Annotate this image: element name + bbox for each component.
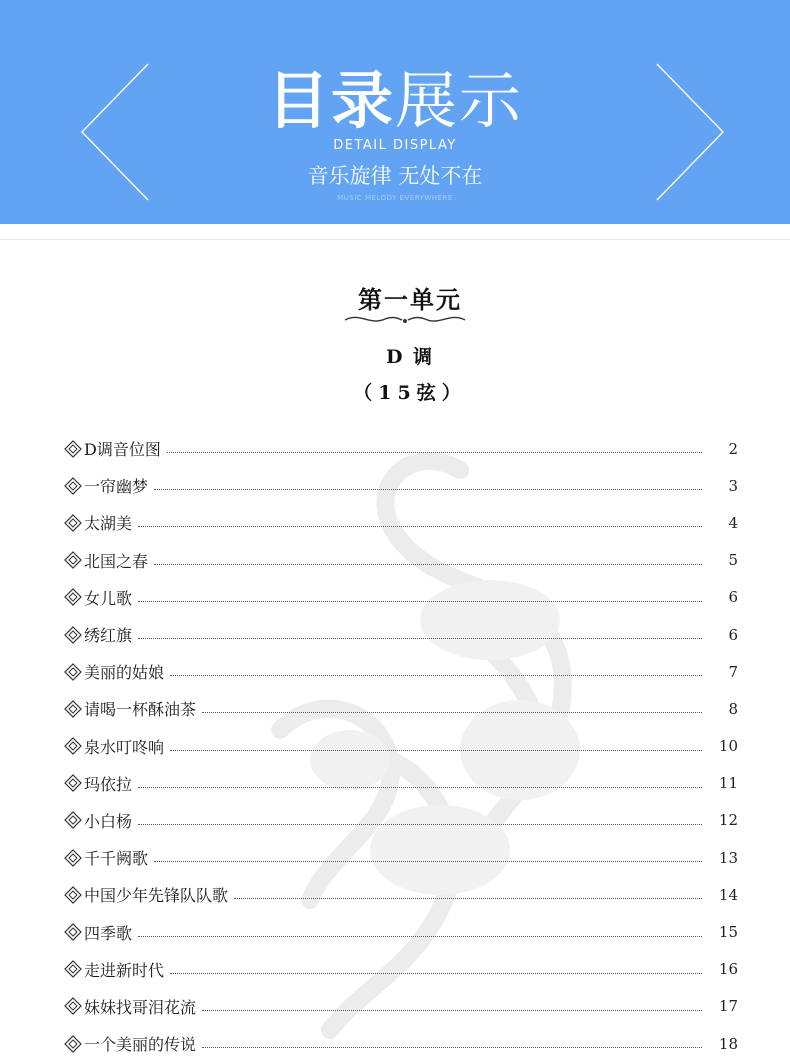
- leader-dots: [170, 973, 702, 974]
- header-banner: [0, 0, 790, 224]
- diamond-bullet-icon: [62, 476, 84, 496]
- toc-page-number: 6: [728, 625, 738, 644]
- diamond-bullet-icon: [62, 773, 84, 793]
- toc-title: 太湖美: [84, 514, 133, 534]
- toc-entry[interactable]: [62, 802, 738, 839]
- toc-title: 四季歌: [84, 923, 133, 943]
- unit-title: 第一单元: [358, 285, 462, 314]
- toc-title: 北国之春: [84, 551, 149, 571]
- toc-page-number: 15: [718, 923, 738, 942]
- toc-page-number: 3: [728, 476, 738, 495]
- toc-title: 请喝一杯酥油茶: [84, 700, 197, 720]
- toc-title: D调音位图: [84, 440, 161, 460]
- toc-title: 小白杨: [84, 811, 133, 831]
- diamond-bullet-icon: [62, 1034, 84, 1054]
- toc-entry[interactable]: [62, 542, 738, 579]
- toc-page-number: 2: [728, 439, 738, 458]
- toc-entry[interactable]: [62, 951, 738, 988]
- toc-page-number: 11: [718, 774, 738, 793]
- diamond-bullet-icon: [62, 922, 84, 942]
- leader-dots: [234, 898, 702, 899]
- leader-dots: [138, 824, 702, 825]
- diamond-bullet-icon: [62, 810, 84, 830]
- key-title: D 调: [385, 346, 435, 368]
- leader-dots: [170, 675, 702, 676]
- toc-title: 玛依拉: [84, 774, 133, 794]
- diamond-bullet-icon: [62, 699, 84, 719]
- leader-dots: [138, 601, 702, 602]
- toc-page-number: 12: [718, 811, 738, 830]
- banner-slogan-en: MUSIC MELODY EVERYWHERE: [337, 194, 453, 202]
- toc-title: 绣红旗: [84, 626, 133, 646]
- diamond-bullet-icon: [62, 736, 84, 756]
- toc-title: 走进新时代: [84, 960, 165, 980]
- toc-entry[interactable]: [62, 728, 738, 765]
- toc-page-number: 17: [718, 997, 738, 1016]
- toc-page-number: 18: [718, 1034, 738, 1053]
- table-of-contents: [62, 430, 738, 1062]
- leader-dots: [154, 564, 702, 565]
- leader-dots: [202, 1010, 702, 1011]
- toc-page-number: 13: [718, 848, 738, 867]
- leader-dots: [202, 712, 702, 713]
- diamond-bullet-icon: [62, 848, 84, 868]
- leader-dots: [154, 861, 702, 862]
- strings-title: （15弦）: [353, 382, 467, 404]
- toc-entry[interactable]: [62, 913, 738, 950]
- banner-title-bold: 目录: [266, 64, 395, 137]
- diamond-bullet-icon: [62, 550, 84, 570]
- diamond-bullet-icon: [62, 996, 84, 1016]
- toc-title: 妹妹找哥泪花流: [84, 997, 197, 1017]
- diamond-bullet-icon: [62, 885, 84, 905]
- leader-dots: [138, 936, 702, 937]
- toc-entry[interactable]: [62, 765, 738, 802]
- toc-title: 一帘幽梦: [84, 477, 149, 497]
- leader-dots: [138, 787, 702, 788]
- diamond-bullet-icon: [62, 959, 84, 979]
- toc-entry[interactable]: [62, 1025, 738, 1062]
- toc-page-number: 6: [728, 588, 738, 607]
- toc-entry[interactable]: [62, 839, 738, 876]
- toc-entry[interactable]: [62, 467, 738, 504]
- banner-slogan: 音乐旋律 无处不在: [307, 164, 483, 188]
- toc-title: 一个美丽的传说: [84, 1035, 197, 1055]
- banner-title: [0, 64, 790, 137]
- diamond-bullet-icon: [62, 513, 84, 533]
- toc-title: 泉水叮咚响: [84, 737, 165, 757]
- leader-dots: [138, 638, 702, 639]
- toc-entry[interactable]: [62, 653, 738, 690]
- leader-dots: [138, 526, 702, 527]
- toc-entry[interactable]: [62, 504, 738, 541]
- toc-entry[interactable]: [62, 579, 738, 616]
- leader-dots: [170, 750, 702, 751]
- toc-page-number: 16: [718, 960, 738, 979]
- header-divider: [0, 239, 790, 240]
- diamond-bullet-icon: [62, 587, 84, 607]
- toc-page-number: 4: [728, 513, 738, 532]
- toc-entry[interactable]: [62, 876, 738, 913]
- ornament-divider-icon: [340, 310, 470, 328]
- banner-subtitle-en: DETAIL DISPLAY: [333, 138, 457, 153]
- toc-page-number: 10: [718, 737, 738, 756]
- leader-dots: [154, 489, 702, 490]
- toc-title: 美丽的姑娘: [84, 663, 165, 683]
- leader-dots: [202, 1047, 702, 1048]
- leader-dots: [167, 452, 702, 453]
- toc-title: 中国少年先锋队队歌: [84, 886, 229, 906]
- toc-entry[interactable]: [62, 988, 738, 1025]
- toc-page-number: 14: [718, 885, 738, 904]
- banner-title-light: 展示: [395, 64, 524, 137]
- toc-entry[interactable]: [62, 616, 738, 653]
- diamond-bullet-icon: [62, 439, 84, 459]
- toc-title: 千千阙歌: [84, 849, 149, 869]
- toc-page-number: 7: [728, 662, 738, 681]
- toc-entry[interactable]: [62, 690, 738, 727]
- toc-entry[interactable]: [62, 430, 738, 467]
- diamond-bullet-icon: [62, 625, 84, 645]
- toc-page-number: 5: [728, 551, 738, 570]
- toc-title: 女儿歌: [84, 588, 133, 608]
- diamond-bullet-icon: [62, 662, 84, 682]
- toc-page-number: 8: [728, 699, 738, 718]
